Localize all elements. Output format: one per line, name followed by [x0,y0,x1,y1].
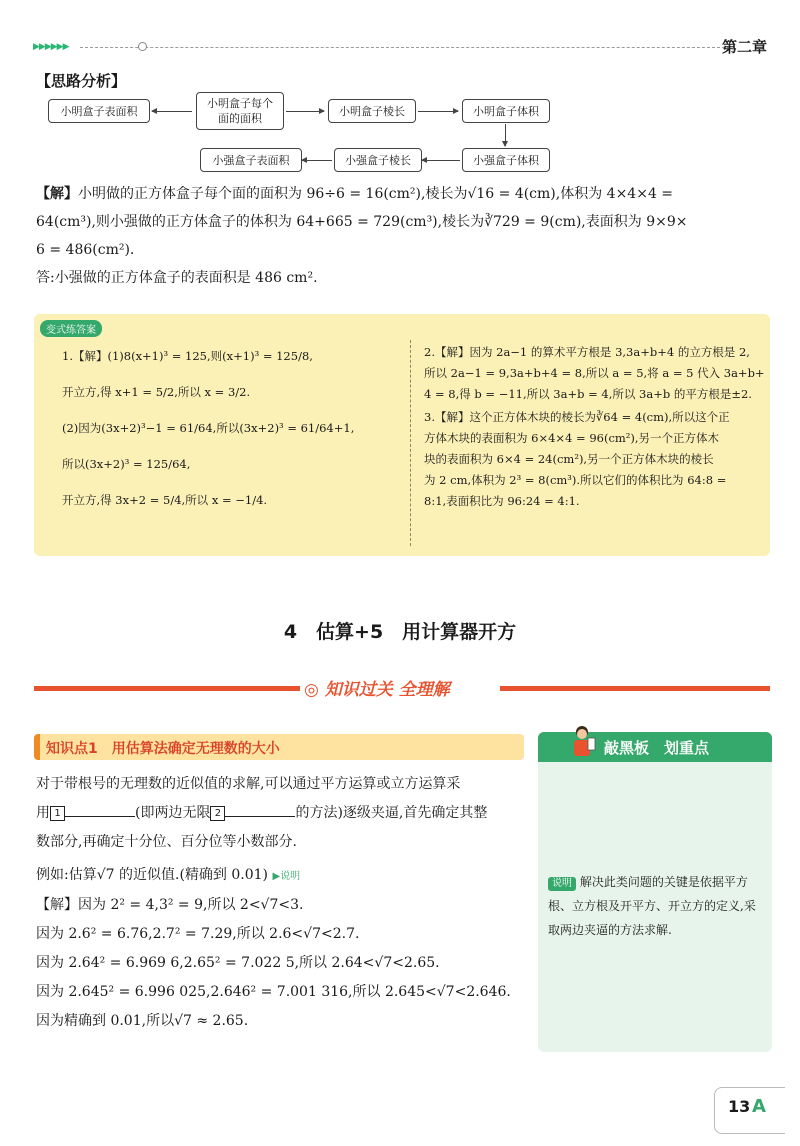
section-title: 4 估算+5 用计算器开方 [283,621,517,643]
header-arrow-decoration: ▶▶▶▶▶▶ [33,42,69,52]
flow-box-qiang-edge: 小强盒子棱长 [334,148,422,172]
flow-box-qiang-volume: 小强盒子体积 [462,148,550,172]
explain-tag: ▶说明 [272,871,301,882]
flow-arrow [505,124,506,146]
blank-number-2: 2 [210,806,225,821]
flow-arrow [422,160,460,161]
side-panel-note [548,870,764,942]
solution-line: 6 = 486(cm²). [36,242,135,258]
flow-box-qiang-area: 小强盒子表面积 [200,148,302,172]
banner-line [500,686,770,691]
flow-box-ming-area: 小明盒子表面积 [48,99,150,123]
panel-divider [410,340,411,546]
answers-right [424,342,764,512]
kp-example-text: 例如:估算√7 的近似值.(精确到 0.01) [36,867,268,883]
solution-tag: 【解】 [36,186,78,202]
side-note-text: 解决此类问题的关键是依据平方根、立方根及开平方、开立方的定义,采取两边夹逼的方法求解. [548,875,756,937]
teacher-icon [568,724,596,760]
kp-solution-line: 【解】因为 2² = 4,3² = 9,所以 2<√7<3. [36,897,304,913]
solution-line: 64(cm³),则小强做的正方体盒子的体积为 64+665 = 729(cm³),棱长为∛729 = 9(cm),表面积为 9×9× [36,214,688,230]
answers-left [62,346,354,526]
blank-number-1: 1 [50,806,65,821]
kp-solution-line: 因为 2.6² = 6.76,2.7² = 7.29,所以 2.6<√7<2.7. [36,926,360,942]
answer-line: 8:1,表面积比为 96:24 = 4:1. [424,494,580,508]
answer-line: 4 = 8,得 b = −11,所以 3a+b = 4,所以 3a+b 的平方根是±2. [424,387,752,401]
knowledge-point-label: 知识点1 用估算法确定无理数的大小 [46,741,280,757]
side-panel-title: 敲黑板 划重点 [604,739,710,757]
kp-solution-line: 因为精确到 0.01,所以√7 ≈ 2.65. [36,1013,249,1029]
kp-text: 的方法)逐级夹逼,首先确定其整 [295,805,488,821]
fill-blank-2[interactable] [225,802,295,817]
answer-line: 1.【解】(1)8(x+1)³ = 125,则(x+1)³ = 125/8, [62,349,313,363]
answers-panel-tag: 变式练答案 [40,320,102,337]
logo-icon: A [752,1096,766,1117]
answer-line: (2)因为(3x+2)³−1 = 61/64,所以(3x+2)³ = 61/64+1, [62,421,355,435]
solution-line: 小明做的正方体盒子每个面的面积为 96÷6 = 16(cm²),棱长为√16 = 4(cm),体积为 4×4×4 = [78,186,674,202]
answer-line: 为 2 cm,体积为 2³ = 8(cm³).所以它们的体积比为 64:8 = [424,473,727,487]
solution-block [36,180,776,292]
knowledge-point-body [36,770,530,1036]
kp-example [36,861,530,891]
flow-box-ming-volume: 小明盒子体积 [462,99,550,123]
flow-arrow [152,111,192,112]
kp-solution-line: 因为 2.645² = 6.996 025,2.646² = 7.001 316,所以 2.645<√7<2.646. [36,984,511,1000]
page-number: 13 [728,1097,751,1116]
kp-paragraph-line: 数部分,再确定十分位、百分位等小数部分. [36,834,297,850]
answer-line: 开立方,得 x+1 = 5/2,所以 x = 3/2. [62,385,251,399]
flow-box-ming-edge: 小明盒子棱长 [328,99,416,123]
kp-text: (即两边无限 [135,805,211,821]
flow-arrow [286,111,324,112]
kp-solution-line: 因为 2.64² = 6.969 6,2.65² = 7.022 5,所以 2.64<√7<2.65. [36,955,440,971]
flow-arrow [302,160,332,161]
kp-paragraph-line [36,799,530,828]
fill-blank-1[interactable] [65,802,135,817]
header-dashed-line [80,47,730,48]
flow-box-ming-face [196,92,284,130]
answer-line: 开立方,得 3x+2 = 5/4,所以 x = −1/4. [62,493,268,507]
answer-line: 块的表面积为 6×4 = 24(cm²),另一个正方体木块的棱长 [424,452,714,466]
flow-box-ming-face-line2: 面的面积 [218,112,262,125]
section-banner-text: 知识过关 全理解 [324,680,450,700]
kp-paragraph-line: 对于带根号的无理数的近似值的求解,可以通过平方运算或立方运算采 [36,776,461,792]
answer-line: 2.【解】因为 2a−1 的算术平方根是 3,3a+b+4 的立方根是 2, [424,345,750,359]
header-circle-decoration [138,42,147,51]
answer-line: 方体木块的表面积为 6×4×4 = 96(cm²),另一个正方体木 [424,431,720,445]
note-badge: 说明 [548,877,576,891]
answer-line: 所以 2a−1 = 9,3a+b+4 = 8,所以 a = 5,将 a = 5 代入 3a+b+ [424,366,765,380]
chapter-label: 第二章 [722,38,768,56]
section-banner [304,675,450,700]
analysis-heading: 【思路分析】 [36,72,127,90]
spiral-icon: ◎ [304,680,319,700]
flow-arrow [418,111,458,112]
flow-box-ming-face-line1: 小明盒子每个 [207,97,273,110]
answer-line: 所以(3x+2)³ = 125/64, [62,457,191,471]
solution-answer: 答:小强做的正方体盒子的表面积是 486 cm². [36,270,318,286]
answer-line: 3.【解】这个正方体木块的棱长为∛64 = 4(cm),所以这个正 [424,410,730,424]
kp-text: 用 [36,805,50,821]
banner-line [34,686,300,691]
